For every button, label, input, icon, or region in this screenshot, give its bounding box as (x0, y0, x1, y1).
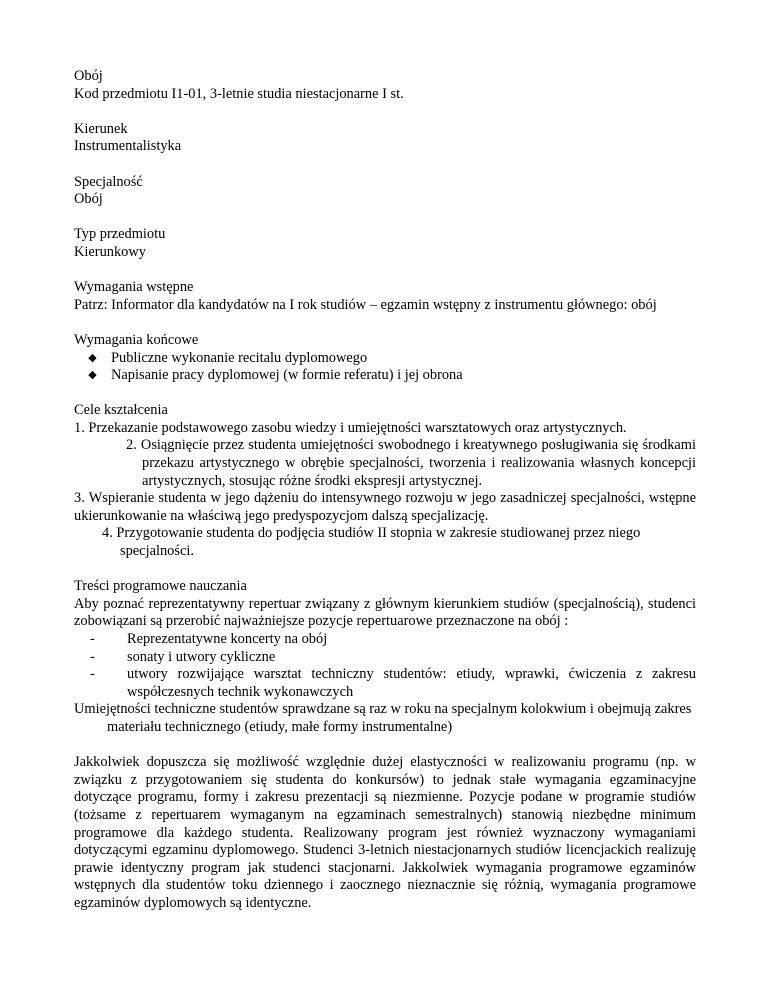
list-item (74, 649, 696, 667)
dash-bullet: - (90, 631, 95, 647)
list-item-text: Napisanie pracy dyplomowej (w formie referatu) i jej obrona (111, 367, 463, 384)
wymagania-wstepne-section (74, 279, 696, 314)
list-item (74, 666, 696, 701)
tresci-intro: Aby poznać reprezentatywny repertuar związany z głównym kierunkiem studiów (specjalnością), studenci zobowiązani są przerobić najważniejsze pozycje repertuarowe przeznaczone na obój : (74, 595, 696, 630)
kierunek-section (74, 121, 696, 156)
diamond-bullet-icon: ◆ (88, 369, 97, 382)
cel-item-4: 4. Przygotowanie studenta do podjęcia studiów II stopnia w zakresie studiowanej przez niego specjalności. (102, 525, 641, 560)
wymagania-koncowe-list (74, 350, 696, 385)
list-item-text: Publiczne wykonanie recitalu dyplomowego (111, 349, 368, 366)
header-block (74, 68, 696, 103)
course-code-line: Kod przedmiotu I1-01, 3-letnie studia niestacjonarne I st. (74, 85, 404, 102)
cel-item-2: 2. Osiągnięcie przez studenta umiejętności swobodnego i kreatywnego posługiwania się środkami przekazu artystycznego w obrębie specjalności, tworzenia i realizowania własnych koncepcji artystycznych, stosując różne środki ekspresji artystycznej. (126, 437, 696, 489)
specjalnosc-label: Specjalność (74, 173, 143, 190)
kierunek-value: Instrumentalistyka (74, 138, 182, 155)
cele-label: Cele kształcenia (74, 402, 168, 419)
tresci-label: Treści programowe nauczania (74, 578, 247, 595)
wymagania-wstepne-label: Wymagania wstępne (74, 279, 194, 296)
list-item-text: sonaty i utwory cykliczne (127, 648, 276, 665)
wymagania-koncowe-section (74, 332, 696, 385)
list-item (74, 367, 696, 385)
kierunek-label: Kierunek (74, 120, 128, 137)
typ-label: Typ przedmiotu (74, 226, 166, 243)
wymagania-wstepne-text: Patrz: Informator dla kandydatów na I rok studiów – egzamin wstępny z instrumentu głównego: obój (74, 296, 657, 313)
course-title: Obój (74, 68, 103, 84)
typ-value: Kierunkowy (74, 243, 146, 260)
list-item (74, 350, 696, 368)
tresci-outro: Umiejętności techniczne studentów sprawdzane są raz w roku na specjalnym kolokwium i obejmują zakres materiału technicznego (etiudy, małe formy instrumentalne) (74, 701, 692, 735)
specjalnosc-section (74, 174, 696, 209)
dash-bullet: - (90, 648, 95, 665)
list-item (74, 631, 696, 649)
cele-section (74, 402, 696, 560)
tresci-section (74, 578, 696, 736)
cel-item-1: 1. Przekazanie podstawowego zasobu wiedzy i umiejętności warsztatowych oraz artystycznych. (74, 419, 627, 436)
list-item-text: Reprezentatywne koncerty na obój (127, 631, 328, 647)
wymagania-koncowe-label: Wymagania końcowe (74, 331, 199, 348)
list-item-text: utwory rozwijające warsztat techniczny studentów: etiudy, wprawki, ćwiczenia z zakresu współczesnych technik wykonawczych (127, 666, 696, 700)
diamond-bullet-icon: ◆ (88, 351, 97, 364)
cel-item-3: 3. Wspieranie studenta w jego dążeniu do intensywnego rozwoju w jego zasadniczej specjalności, wstępne ukierunkowanie na właściwą jego predyspozycjom dalszą specjalizację. (74, 490, 696, 524)
typ-section (74, 226, 696, 261)
specjalnosc-value: Obój (74, 191, 103, 208)
dash-bullet: - (90, 666, 95, 683)
document-page (74, 68, 696, 930)
closing-paragraph: Jakkolwiek dopuszcza się możliwość względnie dużej elastyczności w realizowaniu programu (np. w związku z przygotowaniem się studenta do konkursów) to jednak stałe wymagania egzaminacyjne dotyczące programu, formy i zakresu prezentacji są niezmienne. Pozycje podane w programie studiów (tożsame z repertuarem wymaganym na egzaminach semestralnych) stanowią niezbędne minimum programowe dla każdego studenta. Realizowany program jest również wyznaczony wymaganiami dotyczącymi egzaminu dyplomowego. Studenci 3-letnich niestacjonarnych studiów licencjackich realizuję prawie identyczny program jak studenci stacjonarni. Jakkolwiek wymagania programowe egzaminów wstępnych dla studentów toku dziennego i zaocznego nieznacznie się różnią, wymagania programowe egzaminów dyplomowych są identyczne. (74, 754, 696, 911)
